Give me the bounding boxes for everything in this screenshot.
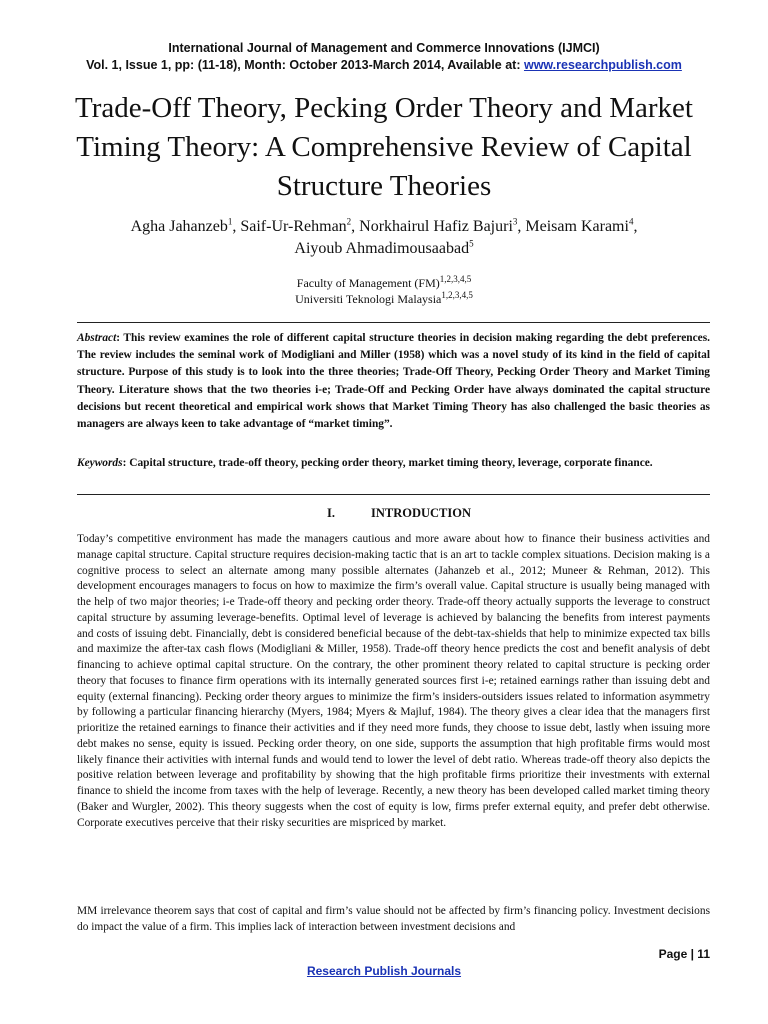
author-name: Aiyoub Ahmadimousaabad (294, 240, 470, 257)
abstract-label: Abstract (77, 332, 117, 344)
author-superscript: 2 (346, 216, 352, 227)
author (131, 218, 241, 235)
author (294, 240, 473, 257)
author-superscript: 4 (628, 216, 634, 227)
journal-issue-line (0, 57, 768, 74)
section-number: I. (327, 506, 335, 520)
author (359, 218, 525, 235)
author (525, 218, 637, 235)
author (240, 218, 359, 235)
journal-name: International Journal of Management and Commerce Innovations (IJMCI) (168, 41, 600, 55)
keywords-text: : Capital structure, trade-off theory, pecking order theory, market timing theory, leverage, corporate finance. (122, 457, 653, 469)
section-title: INTRODUCTION (371, 506, 472, 520)
author-separator: , (633, 218, 638, 235)
author-name: Agha Jahanzeb (130, 218, 228, 235)
author-name: Meisam Karami (525, 218, 629, 235)
author-separator: , (351, 218, 360, 235)
keywords-bottom-rule (77, 494, 710, 495)
university-superscript: 1,2,3,4,5 (441, 289, 473, 300)
intro-paragraph-2: MM irrelevance theorem says that cost of capital and firm’s value should not be affected by firm’s financing policy. Investment decisions do impact the value of a firm. This implies lack of interaction between investment decisions and (77, 905, 710, 933)
journal-header (0, 40, 768, 74)
author-separator: , (232, 218, 241, 235)
author-superscript: 3 (512, 216, 518, 227)
author-name: Saif-Ur-Rehman (240, 218, 347, 235)
affiliation-university (40, 289, 728, 308)
university-name: Universiti Teknologi Malaysia (295, 291, 442, 306)
abstract (77, 330, 710, 433)
author-list (40, 216, 728, 260)
affiliation-faculty (40, 276, 728, 292)
abstract-text: : This review examines the role of different capital structure theories in decision making regarding the debt preferences. The review includes the seminal work of Modigliani and Miller (1958) which was a novel study of its kind in the field of capital structure. Purpose of this study is to look into the three theories; Trade-Off Theory, Pecking Order Theory and Market Timing Theory. Literature shows that the two theories i-e; Trade-Off and Pecking Order have always dominated the capital structure decisions but recent theoretical and empirical work shows that Market Timing Theory has also challenged the basic theories as managers are always keen to take advantage of “market timing”. (77, 332, 710, 431)
page-number: Page | 11 (658, 947, 710, 961)
intro-paragraph-1: Today’s competitive environment has made the managers cautious and more aware about how to finance their business activities and manage capital structure. Capital structure requires decision-making tactic that is an art to tackle complex situations. Decision making is a cognitive process to select an alternate among many possible alternates (Jahanzeb et al., 2012; Muneer & Rehman, 2012). This development encourages managers to focus on how to maximize the firm’s overall value. Capital structure is usually being managed with the help of two major theories; i-e Trade-off theory and pecking order theory. Trade-off theory actually supports the leverage to construct capital structure by assuming leverage-benefits. Optimal level of leverage is achieved by balancing the benefits from interest payments and costs of issuing debt. Financially, debt is considered beneficial because of the debt-tax-shields that help to minimize expected tax bills and maximize the after-tax cash flows (Modigliani & Miller, 1958). Trade-off theory hence predicts the cost and benefit analysis of debt financing to achieve optimal capital structure. On the contrary, the other prominent theory related to capital structure is pecking order theory that focuses to finance firm operations with its internally generated sources first i-e; retained earnings rather than issuing debt and equity (external financing). Pecking order theory argues to minimize the firm’s insiders-outsiders issues related to information asymmetry by following a particular financing hierarchy (Myers, 1984; Myers & Majluf, 1984). The theory gives a clear idea that the managers first prioritize the retained earnings to finance their activities and if they need more funds, they choose to issue debt, lastly when issuing more debt makes no sense, equity is issued. Pecking order theory, on one side, supports the assumption that high profitable firms would most likely finance their activities with internal funds and would tend to lower the level of debt ratio. Whereas trade-off theory also depicts the positive relation between leverage and profitability by showing that the high profitable firms prioritize their investments with external finance to shield the income from taxes with the help of leverage. Recently, a new theory has been developed called market timing theory (Baker and Wurgler, 2002). This theory suggests when the cost of equity is low, firms prefer external equity, and prefer debt otherwise. Corporate executives perceive that their risky securities are mispriced by market. (77, 533, 710, 829)
author-separator: , (517, 218, 526, 235)
faculty-superscript: 1,2,3,4,5 (439, 274, 472, 284)
keywords-label: Keywords (77, 457, 123, 469)
author-superscript: 5 (469, 238, 474, 249)
paper-title: Trade-Off Theory, Pecking Order Theory and Market Timing Theory: A Comprehensive Review of Capital Structure Theories (75, 92, 693, 202)
abstract-top-rule (77, 322, 710, 323)
journal-issue-text: Vol. 1, Issue 1, pp: (11-18), Month: October 2013-March 2014, Available at: (86, 58, 524, 72)
author-superscript: 1 (227, 216, 233, 227)
journal-website-link[interactable]: www.researchpublish.com (523, 58, 682, 72)
publisher-link[interactable]: Research Publish Journals (306, 964, 462, 978)
faculty-name: Faculty of Management (FM) (296, 276, 440, 290)
keywords (77, 455, 710, 472)
author-name: Norkhairul Hafiz Bajuri (359, 218, 513, 235)
affiliations (40, 276, 728, 307)
